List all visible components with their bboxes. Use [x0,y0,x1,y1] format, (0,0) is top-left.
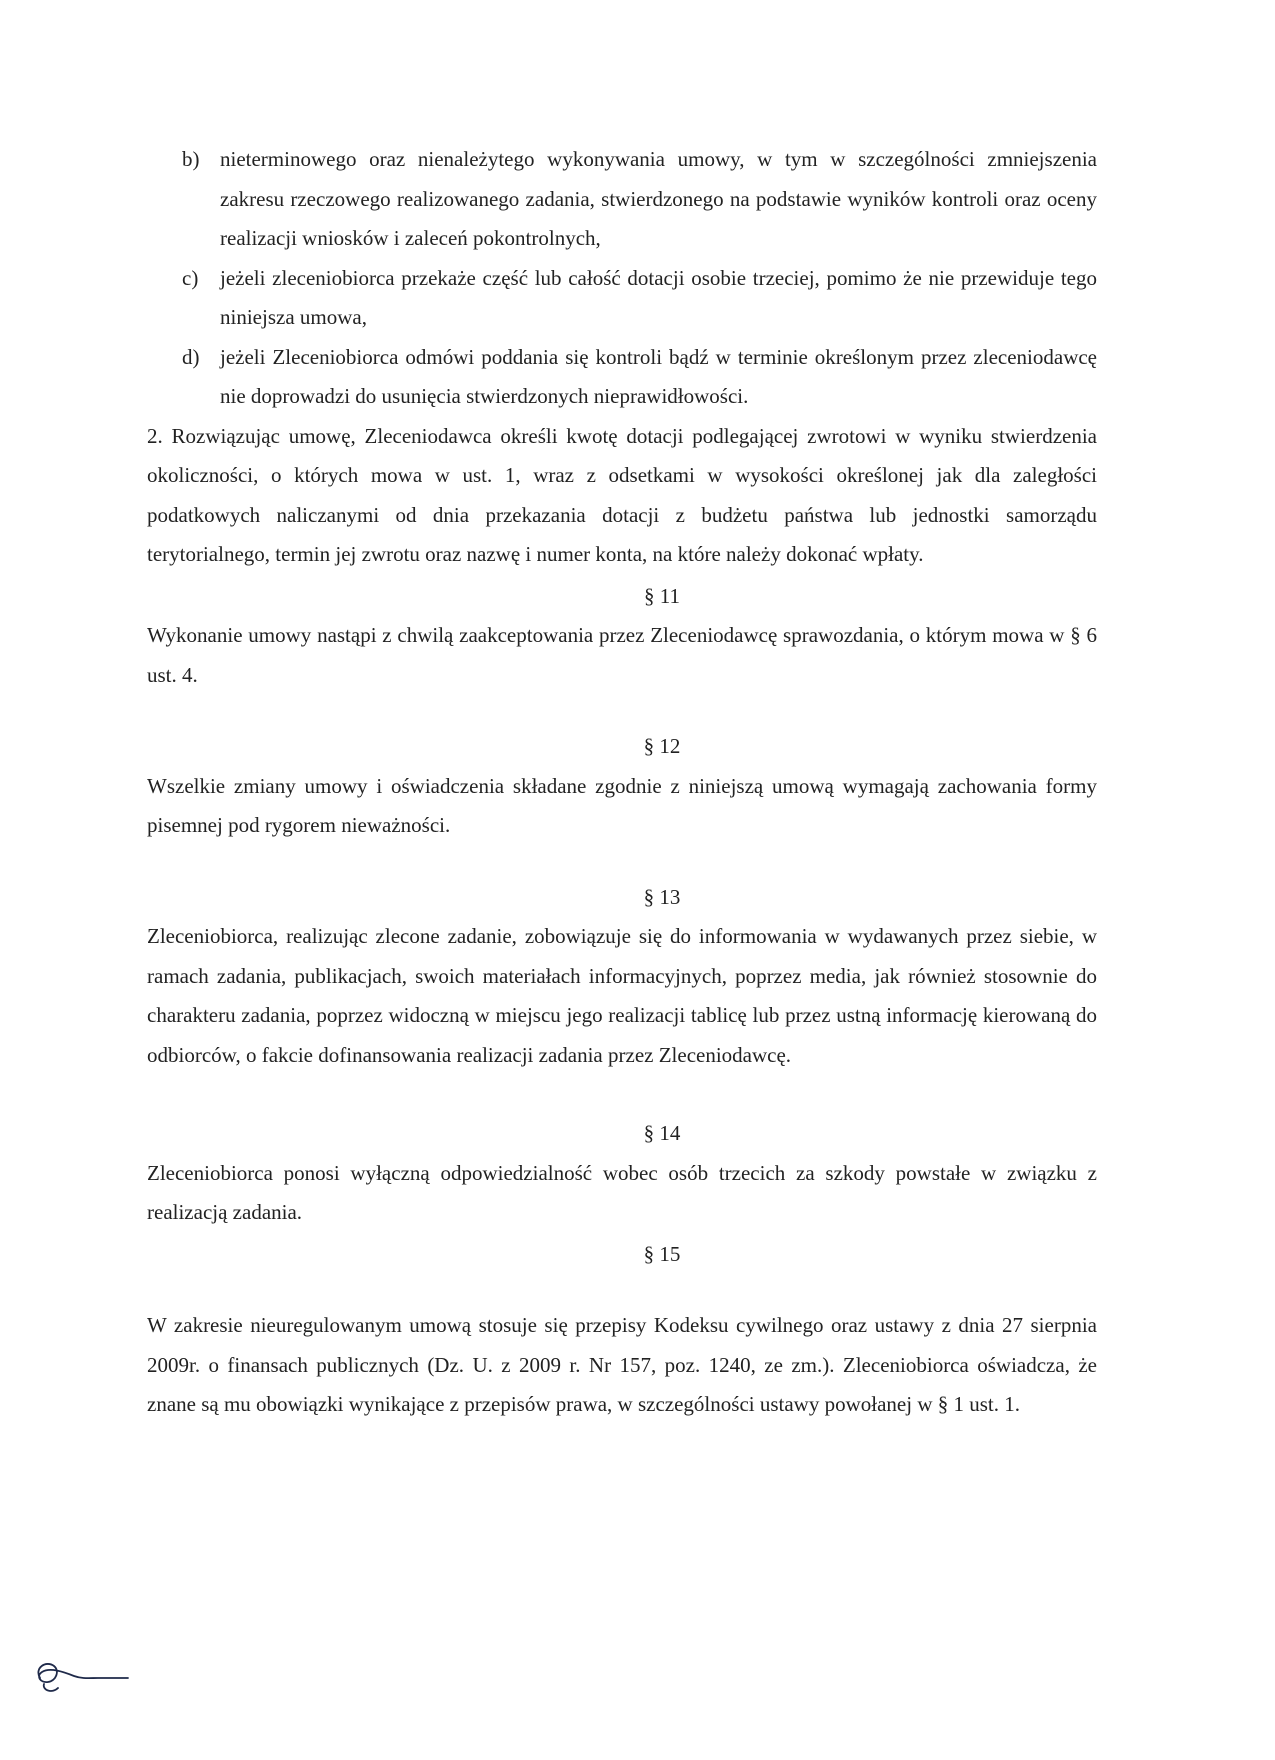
list-marker: d) [182,344,200,369]
section-heading-12: § 12 [643,734,681,758]
section-heading-11: § 11 [644,583,680,608]
section-heading-14: § 14 [643,1121,681,1145]
point-2-paragraph: 2. Rozwiązując umowę, Zleceniodawca określi kwotę dotacji podlegającej zwrotowi w wyniku stwierdzenia okoliczności, o których mowa w ust. 1, wraz z odsetkami w wysokości określonej jak dla zaległości podatkowych naliczanymi od dnia przekazania dotacji z budżetu państwa lub jednostki samorządu terytorialnego, termin jej zwrotu oraz nazwę i numer konta, na które należy dokonać wpłaty. [147,423,1097,566]
section-14-text: Zleceniobiorca ponosi wyłączną odpowiedzialność wobec osób trzecich za szkody powstałe w związku z realizacją zadania. [147,1160,1097,1224]
list-marker: c) [182,265,199,290]
section-12-text: Wszelkie zmiany umowy i oświadczenia składane zgodnie z niniejszą umową wymagają zachowania formy pisemnej pod rygorem nieważności. [147,773,1097,837]
list-item-text: jeżeli Zleceniobiorca odmówi poddania się kontroli bądź w terminie określonym przez zleceniodawcę nie doprowadzi do usunięcia stwierdzonych nieprawidłowości. [220,344,1097,408]
section-11-text: Wykonanie umowy nastąpi z chwilą zaakceptowania przez Zleceniodawcę sprawozdania, o którym mowa w § 6 ust. 4. [147,623,1097,687]
list-item-text: jeżeli zleceniobiorca przekaże część lub całość dotacji osobie trzeciej, pomimo że nie przewiduje tego niniejsza umowa, [220,265,1097,329]
section-13-text: Zleceniobiorca, realizując zlecone zadanie, zobowiązuje się do informowania w wydawanych przez siebie, w ramach zadania, publikacjach, swoich materiałach informacyjnych, poprzez media, jak również stosownie do charakteru zadania, poprzez widoczną w miejscu jego realizacji tablicę lub przez ustną informację kierowaną do odbiorców, o fakcie dofinansowania realizacji zadania przez Zleceniodawcę. [147,924,1097,1067]
section-15-text: W zakresie nieuregulowanym umową stosuje się przepisy Kodeksu cywilnego oraz ustawy z dnia 27 sierpnia 2009r. o finansach publicznych (Dz. U. z 2009 r. Nr 157, poz. 1240, ze zm.). Zleceniobiorca oświadcza, że znane są mu obowiązki wynikające z przepisów prawa, w szczególności ustawy powołanej w § 1 ust. 1. [147,1313,1097,1416]
document-body [147,140,1097,1425]
signature-stroke [38,1664,128,1691]
list-marker: b) [182,147,200,171]
list-item-c [147,259,1097,338]
list-item-d [147,338,1097,417]
section-heading-13: § 13 [643,884,681,909]
list-item-text: nieterminowego oraz nienależytego wykonywania umowy, w tym w szczególności zmniejszenia zakresu rzeczowego realizowanego zadania, stwierdzonego na podstawie wyników kontroli oraz oceny realizacji wniosków i zaleceń pokontrolnych, [220,147,1097,250]
list-item-b [147,140,1097,259]
handwritten-initials [30,1650,130,1700]
section-heading-15: § 15 [643,1241,681,1266]
